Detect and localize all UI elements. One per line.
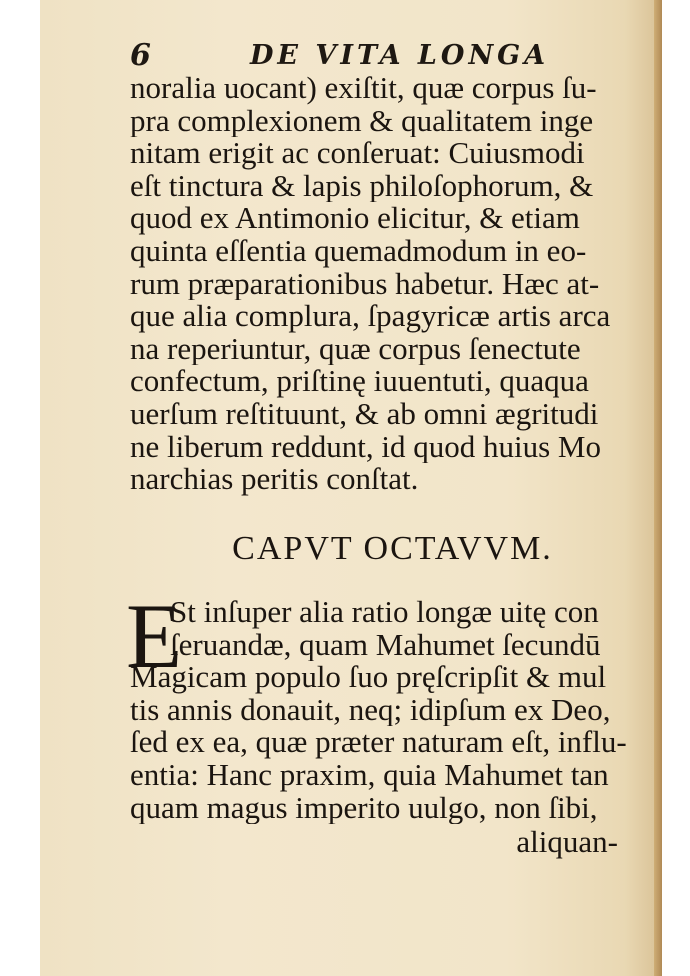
drop-cap-initial: E [126, 585, 183, 687]
text-line: Magicam populo ſuo pręſcripſit & mul [130, 661, 607, 694]
text-line: quod ex Antimonio elicitur, & etiam [130, 202, 580, 235]
page-edge [654, 0, 662, 976]
text-line: tis annis donauit, neq; idipſum ex Deo, [130, 693, 611, 727]
text-line: noralia uocant) exiſtit, quæ corpus ſu- [130, 72, 597, 105]
text-line: ſeruandæ, quam Mahumet ſecundū [170, 628, 601, 662]
book-page [40, 0, 662, 976]
text-line: narchias peritis conſtat. [130, 463, 419, 496]
page-number: 6 [130, 38, 151, 73]
text-line: nitam erigit ac conſeruat: Cuiusmodi [130, 137, 585, 170]
text-line: eſt tinctura & lapis philoſophorum, & [130, 169, 594, 203]
paragraph-1 [130, 72, 655, 496]
text-line: ſed ex ea, quæ præter naturam eſt, influ- [130, 726, 627, 759]
text-line: uerſum reſtituunt, & ab omni ægritudi [130, 397, 599, 431]
catchword: aliquan- [516, 824, 618, 859]
text-line: ne liberum reddunt, id quod huius Mo [130, 430, 601, 464]
text-line: quinta eſſentia quemadmodum in eo- [130, 234, 587, 268]
text-line: confectum, priſtinę iuuentuti, quaqua [130, 365, 589, 398]
text-line: St inſuper alia ratio longæ uitę con [170, 596, 599, 629]
paragraph-2 [126, 585, 655, 825]
chapter-heading: CAPVT OCTAVVM. [232, 530, 553, 567]
text-line: na reperiuntur, quæ corpus ſenectute [130, 332, 581, 366]
text-line: entia: Hanc praxim, quia Mahumet tan [130, 758, 609, 792]
text-line: que alia complura, ſpagyricæ artis arca [130, 300, 611, 333]
text-line: pra complexionem & qualitatem inge [130, 104, 594, 138]
running-title: DE VITA LONGA [250, 40, 550, 71]
text-line: quam magus imperito uulgo, non ſibi, [130, 791, 598, 825]
text-line: rum præparationibus habetur. Hæc at- [130, 267, 600, 301]
